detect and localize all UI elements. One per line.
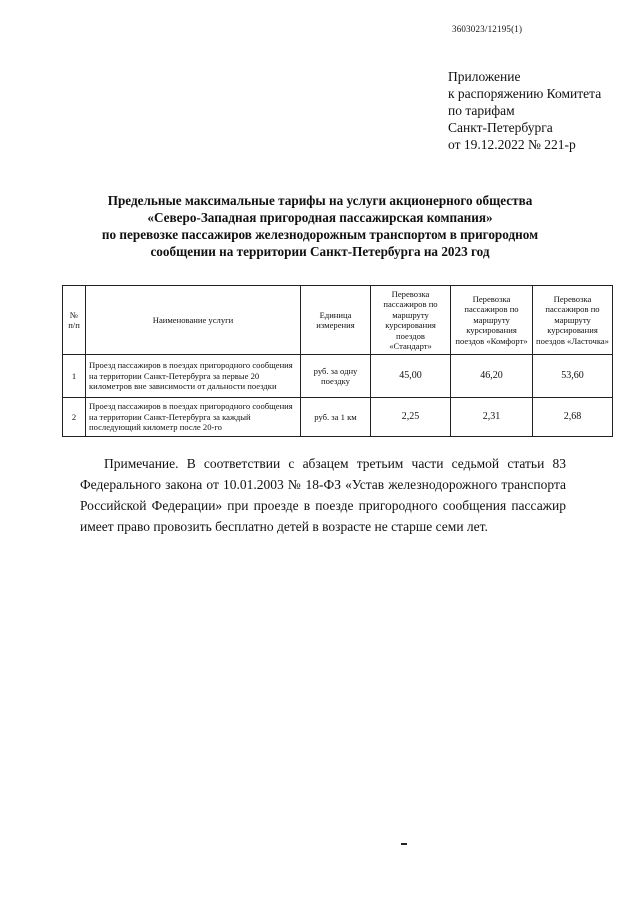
note-text: Примечание. В соответствии с абзацем третьим части седьмой статьи 83 Федерального закона от 10.01.2003 № 18-ФЗ «Устав железнодорожного транспорта Российской Федерации» при проезде в поезде пригородного сообщения пассажир имеет право провозить бесплатно детей в возрасте не старше семи лет. [80,456,566,534]
table-row [63,355,613,398]
row-price-comfort: 46,20 [451,355,533,398]
row-price-lastochka: 2,68 [533,398,613,437]
appendix-block [448,68,601,153]
table-header-row [63,286,613,355]
tariff-table [62,285,613,437]
header-service: Наименование услуги [86,286,301,355]
title-line: Предельные максимальные тарифы на услуги акционерного общества [107,193,533,208]
row-service: Проезд пассажиров в поездах пригородного сообщения на территории Санкт-Петербурга за каждый последующий километр после 20-го [86,398,301,437]
row-service: Проезд пассажиров в поездах пригородного сообщения на территории Санкт-Петербурга за первые 20 километров вне зависимости от дальности поездки [86,355,301,398]
header-num: № п/п [63,286,86,355]
row-price-standard: 45,00 [371,355,451,398]
document-id: 3603023/12195(1) [452,24,523,34]
header-unit: Единица измерения [301,286,371,355]
row-unit: руб. за 1 км [301,398,371,437]
appendix-line: Приложение [448,69,521,84]
appendix-line: от 19.12.2022 № 221-р [448,137,576,152]
row-num: 2 [63,398,86,437]
row-unit: руб. за одну поездку [301,355,371,398]
row-price-standard: 2,25 [371,398,451,437]
header-standard: Перевозка пассажиров по маршруту курсирования поездов «Стандарт» [371,286,451,355]
appendix-line: по тарифам [448,103,515,118]
header-lastochka: Перевозка пассажиров по маршруту курсирования поездов «Ласточка» [533,286,613,355]
appendix-line: к распоряжению Комитета [448,86,602,101]
title-line: по перевозке пассажиров железнодорожным транспортом в пригородном [101,227,539,242]
table-row [63,398,613,437]
title-line: сообщении на территории Санкт-Петербурга на 2023 год [150,244,490,259]
row-price-comfort: 2,31 [451,398,533,437]
document-title [60,192,580,260]
appendix-line: Санкт-Петербурга [448,120,553,135]
scan-mark [401,843,407,845]
title-line: «Северо-Западная пригородная пассажирская компания» [147,210,493,225]
header-comfort: Перевозка пассажиров по маршруту курсирования поездов «Комфорт» [451,286,533,355]
row-num: 1 [63,355,86,398]
note-paragraph [80,453,566,537]
row-price-lastochka: 53,60 [533,355,613,398]
